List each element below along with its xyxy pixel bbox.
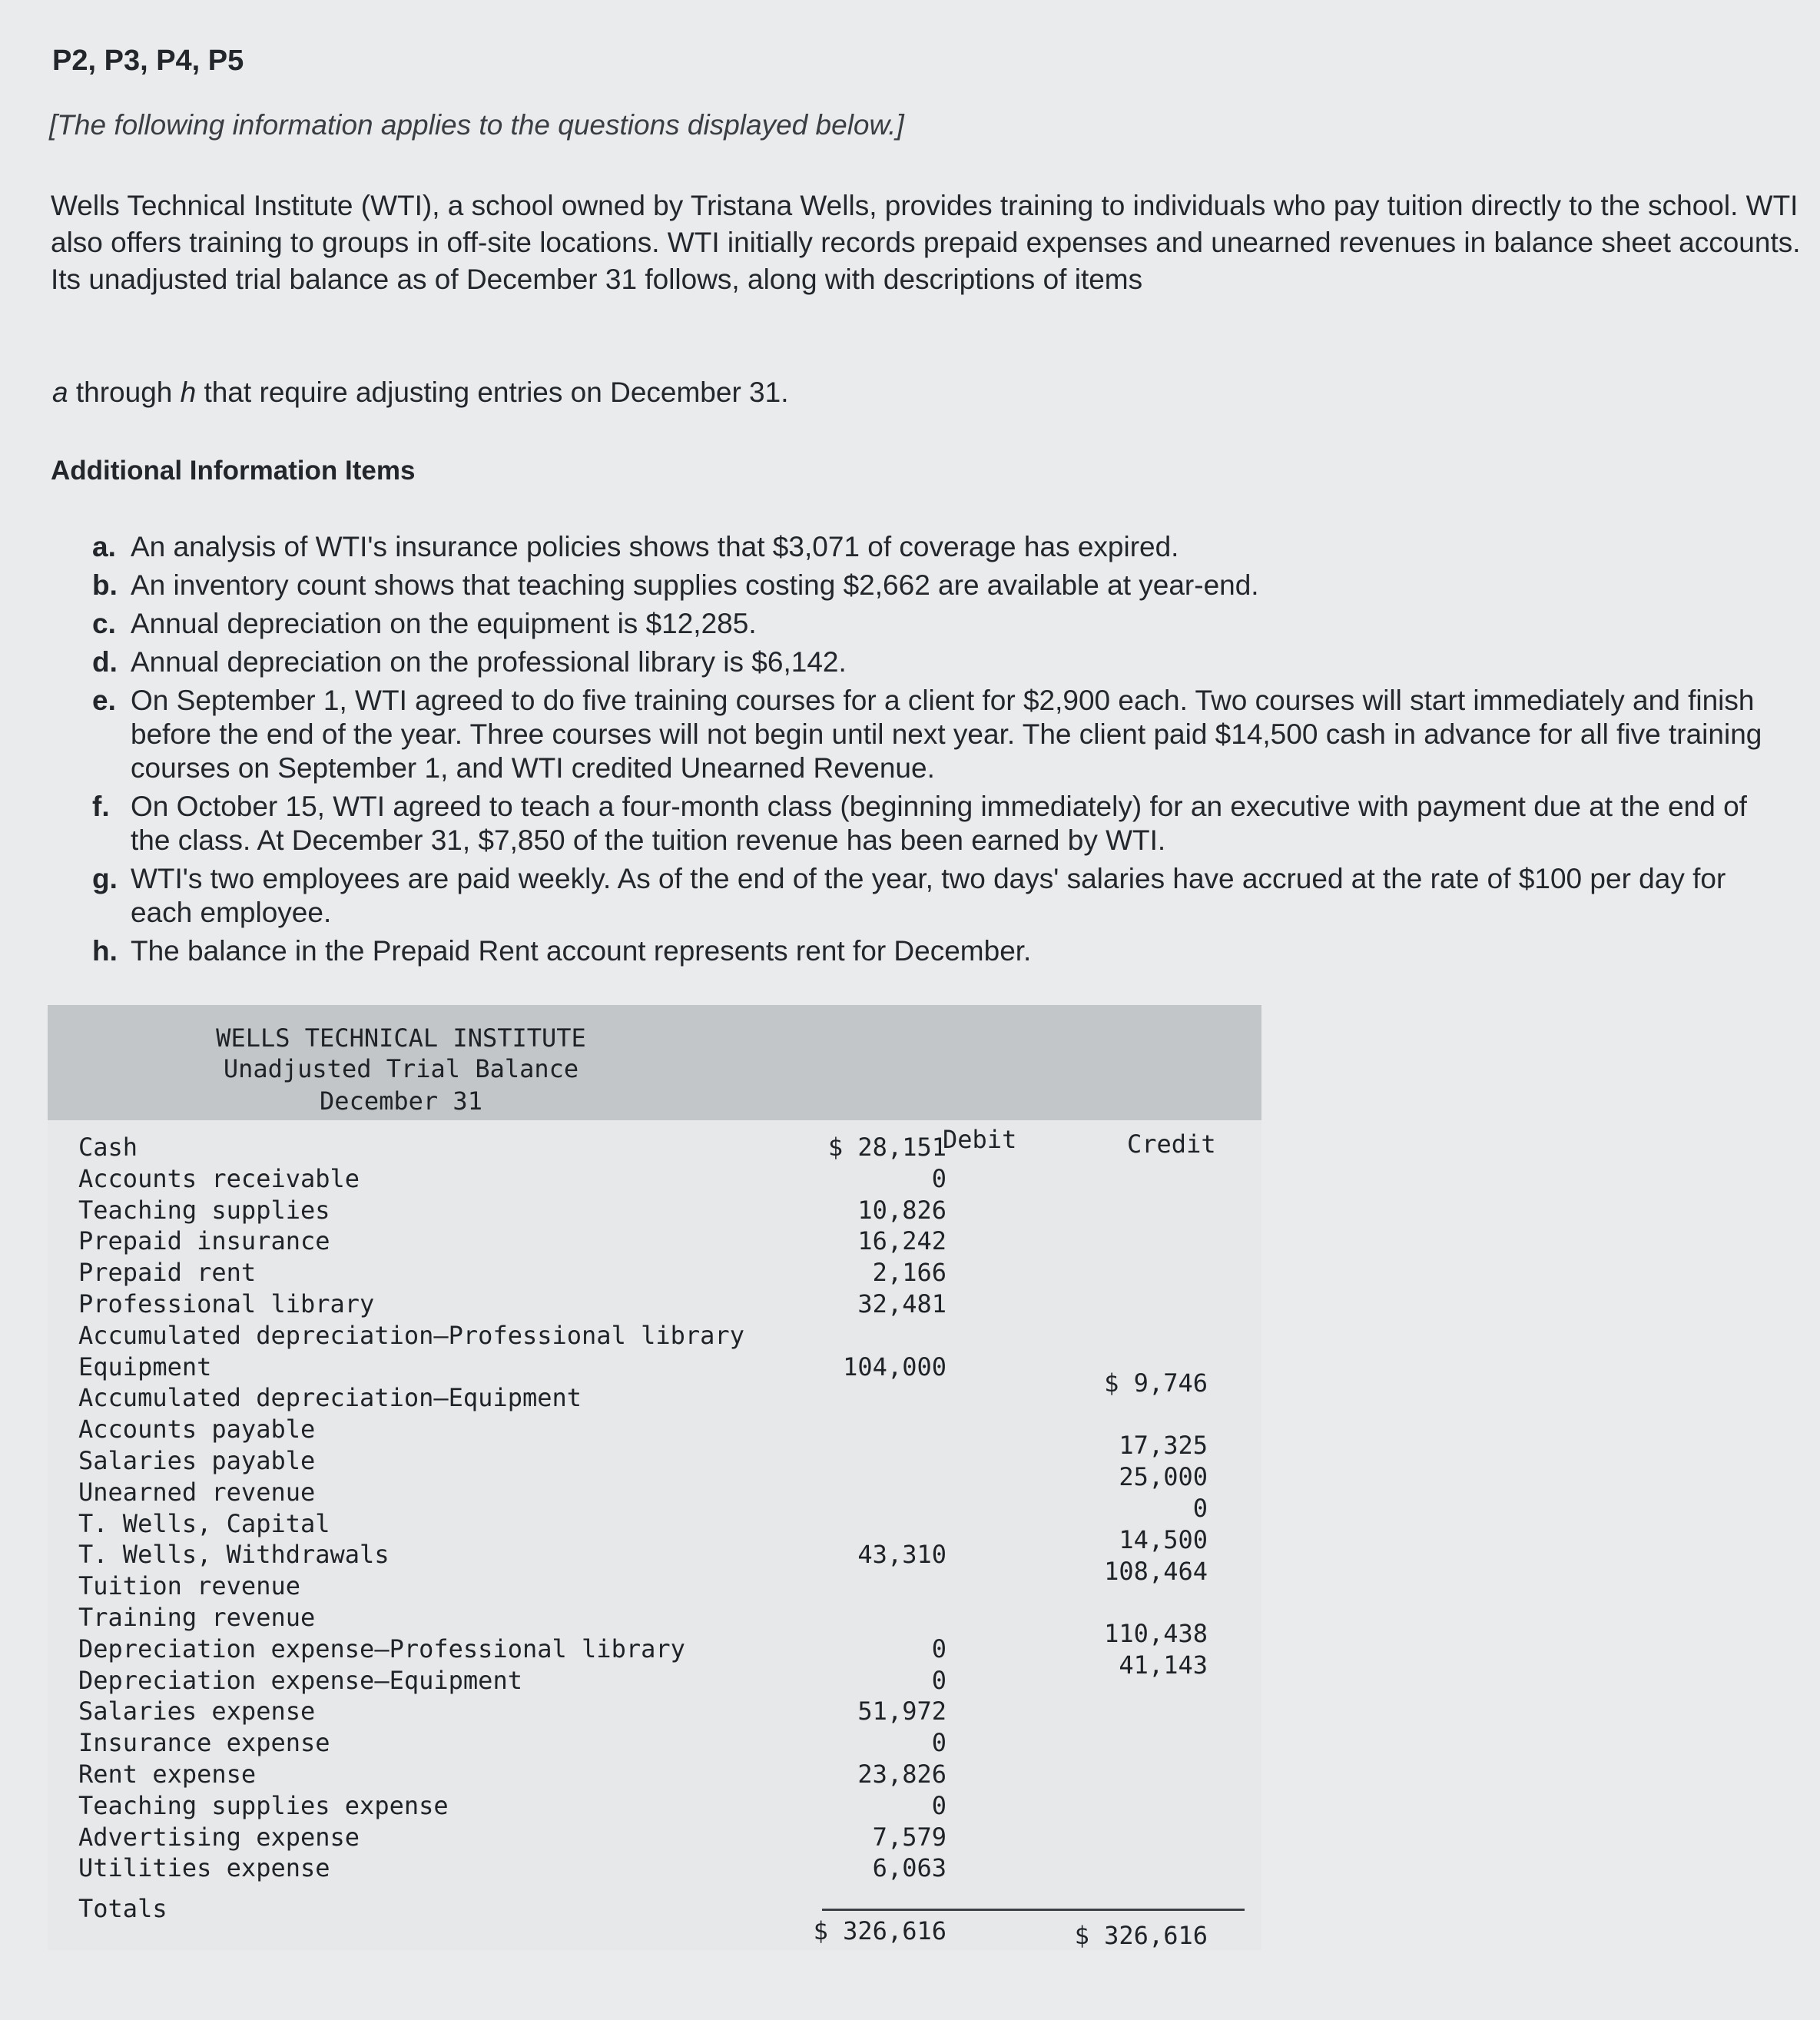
account-name: Tuition revenue xyxy=(78,1571,300,1601)
debit-amount: 10,826 xyxy=(857,1195,946,1225)
tb-title-statement: Unadjusted Trial Balance xyxy=(223,1054,579,1083)
account-name: Professional library xyxy=(78,1289,375,1318)
item-letter: d. xyxy=(92,646,118,678)
account-name: Rent expense xyxy=(78,1760,257,1789)
item-text: On October 15, WTI agreed to teach a four-month class (beginning immediately) for an executive with payment due at the end of the class. At December 31, $7,850 of the tuition revenue has been earned by WTI. xyxy=(131,791,1747,856)
item-letter: g. xyxy=(92,863,118,894)
tb-title-date: December 31 xyxy=(320,1086,482,1116)
credit-amount: 110,438 xyxy=(1104,1619,1208,1649)
credit-amount: 0 xyxy=(1192,1494,1208,1523)
debit-amount: 16,242 xyxy=(857,1226,946,1256)
additional-info-heading: Additional Information Items xyxy=(51,456,416,486)
debit-amount: 0 xyxy=(931,1634,946,1663)
info-item-b xyxy=(92,569,1782,602)
intro-paragraph: Wells Technical Institute (WTI), a school owned by Tristana Wells, provides training to individuals who pay tuition directly to the school. WTI also offers training to groups in off-site locations. WTI initially records prepaid expenses and unearned revenues in balance sheet accounts. Its unadjusted trial balance as of December 31 follows, along with descriptions of items xyxy=(51,190,1801,295)
debit-amount: 32,481 xyxy=(857,1289,946,1318)
debit-amount: 51,972 xyxy=(857,1697,946,1726)
account-name: Equipment xyxy=(78,1352,212,1381)
account-name: Advertising expense xyxy=(78,1822,360,1852)
credit-amount: 108,464 xyxy=(1104,1556,1208,1586)
account-name: Teaching supplies xyxy=(78,1195,330,1225)
credit-amount: 25,000 xyxy=(1119,1462,1208,1492)
debit-amount: 6,063 xyxy=(872,1853,946,1883)
account-name: Accounts receivable xyxy=(78,1163,360,1193)
item-text: An inventory count shows that teaching supplies costing $2,662 are available at year-end. xyxy=(131,569,1259,601)
item-letter: f. xyxy=(92,791,110,822)
account-name: T. Wells, Capital xyxy=(78,1508,330,1538)
account-name: Depreciation expense—Professional library xyxy=(78,1634,685,1663)
account-name: Insurance expense xyxy=(78,1728,330,1758)
debit-amount: 0 xyxy=(931,1790,946,1820)
account-name: Cash xyxy=(78,1133,138,1162)
debit-amount: 23,826 xyxy=(857,1760,946,1789)
account-name: Unearned revenue xyxy=(78,1477,316,1507)
info-item-f xyxy=(92,790,1782,857)
totals-rule xyxy=(822,1909,1245,1911)
account-name: Accumulated depreciation—Professional library xyxy=(78,1320,744,1350)
range-mid: through xyxy=(68,376,181,408)
credit-column-header: Credit xyxy=(1127,1129,1216,1159)
item-text: Annual depreciation on the professional library is $6,142. xyxy=(131,646,847,678)
item-letter: b. xyxy=(92,569,118,601)
account-name: Utilities expense xyxy=(78,1853,330,1883)
item-text: WTI's two employees are paid weekly. As of the end of the year, two days' salaries have accrued at the rate of $100 per day for each employee. xyxy=(131,863,1726,928)
account-name: Prepaid insurance xyxy=(78,1226,330,1256)
range-to: h xyxy=(180,376,197,408)
item-letter: e. xyxy=(92,685,116,716)
total-credit: $ 326,616 xyxy=(1074,1921,1208,1950)
item-text: An analysis of WTI's insurance policies shows that $3,071 of coverage has expired. xyxy=(131,531,1179,562)
problem-heading: P2, P3, P4, P5 xyxy=(52,45,244,77)
total-debit: $ 326,616 xyxy=(813,1916,946,1945)
account-name: Totals xyxy=(78,1894,167,1924)
account-name: Accounts payable xyxy=(78,1415,316,1445)
debit-amount: 43,310 xyxy=(857,1540,946,1570)
debit-amount: 0 xyxy=(931,1163,946,1193)
info-item-d xyxy=(92,645,1782,679)
account-name: Training revenue xyxy=(78,1603,316,1632)
credit-amount: 14,500 xyxy=(1119,1524,1208,1554)
item-letter: a. xyxy=(92,531,116,562)
range-rest: that require adjusting entries on December 31. xyxy=(196,376,789,408)
tb-title-company: WELLS TECHNICAL INSTITUTE xyxy=(216,1023,586,1053)
debit-amount: 0 xyxy=(931,1665,946,1695)
debit-amount: 0 xyxy=(931,1728,946,1758)
credit-amount: $ 9,746 xyxy=(1104,1368,1208,1398)
range-from: a xyxy=(52,376,68,408)
credit-amount: 41,143 xyxy=(1119,1650,1208,1680)
trial-balance-table xyxy=(48,1005,1261,1950)
account-name: Salaries payable xyxy=(78,1446,316,1475)
info-item-e xyxy=(92,684,1782,785)
items-range-text xyxy=(52,376,789,409)
info-item-c xyxy=(92,607,1782,641)
intro-note: [The following information applies to the questions displayed below.] xyxy=(49,109,904,141)
account-name: Prepaid rent xyxy=(78,1258,257,1288)
account-name: Teaching supplies expense xyxy=(78,1790,449,1820)
debit-column-header: Debit xyxy=(943,1125,1017,1154)
debit-amount: 2,166 xyxy=(872,1258,946,1288)
item-text: The balance in the Prepaid Rent account represents rent for December. xyxy=(131,935,1032,967)
item-text: On September 1, WTI agreed to do five training courses for a client for $2,900 each. Two courses will start immediately and finish before the end of the year. Three courses will not begin until next year. The client paid $14,500 cash in advance for all five training courses on September 1, and WTI credited Unearned Revenue. xyxy=(131,685,1762,784)
additional-info-list xyxy=(92,530,1782,973)
account-name: Accumulated depreciation—Equipment xyxy=(78,1383,582,1413)
info-item-a xyxy=(92,530,1782,564)
debit-amount: 104,000 xyxy=(843,1352,946,1381)
item-text: Annual depreciation on the equipment is $12,285. xyxy=(131,608,757,639)
item-letter: c. xyxy=(92,608,116,639)
item-letter: h. xyxy=(92,935,118,967)
debit-amount: $ 28,151 xyxy=(827,1133,946,1162)
account-name: Salaries expense xyxy=(78,1697,316,1726)
account-name: Depreciation expense—Equipment xyxy=(78,1665,522,1695)
account-name: T. Wells, Withdrawals xyxy=(78,1540,390,1570)
debit-amount: 7,579 xyxy=(872,1822,946,1852)
credit-amount: 17,325 xyxy=(1119,1431,1208,1461)
info-item-g xyxy=(92,862,1782,930)
info-item-h xyxy=(92,934,1782,968)
